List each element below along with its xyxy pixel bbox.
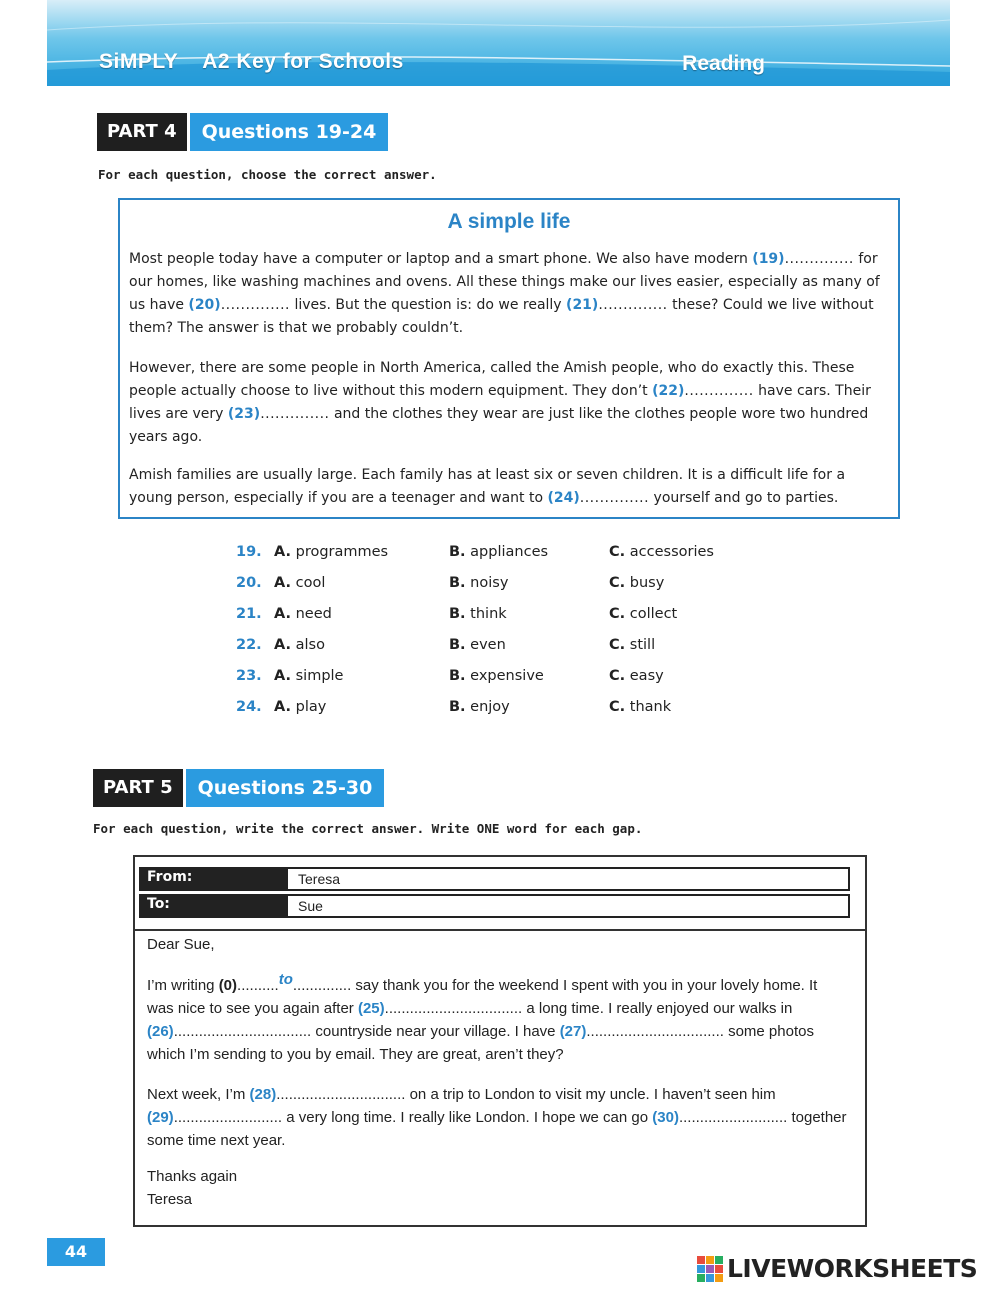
letter: A. bbox=[274, 668, 291, 684]
text: for our homes, like washing machines and ovens. All these things make our lives easier, especially as many of us have bbox=[129, 251, 880, 313]
option-c[interactable] bbox=[609, 637, 655, 653]
reading-title: A simple life bbox=[447, 210, 571, 233]
email-from-row bbox=[139, 867, 850, 891]
text: together some time next year. bbox=[147, 1109, 847, 1149]
gap-24: (24) bbox=[547, 490, 580, 506]
part5-instruction: For each question, write the correct answer. Write ONE word for each gap. bbox=[93, 821, 643, 836]
gap-25: (25) bbox=[357, 1000, 385, 1017]
gap-26: (26) bbox=[147, 1023, 174, 1040]
example-answer: to bbox=[278, 971, 293, 988]
gap-dots[interactable]: .............. bbox=[784, 251, 854, 267]
gap-input-28[interactable]: ............................... bbox=[276, 1086, 406, 1103]
text: have cars. Their lives are very bbox=[129, 383, 871, 422]
letter: C. bbox=[609, 668, 626, 684]
brand-name: SiMPLY bbox=[99, 50, 179, 73]
text: some photos which I’m sending to you by email. They are great, aren’t they? bbox=[147, 1023, 814, 1063]
paragraph-3 bbox=[129, 464, 891, 510]
letter: A. bbox=[274, 606, 291, 622]
option-text: even bbox=[470, 637, 506, 653]
option-c[interactable] bbox=[609, 606, 677, 622]
letter: C. bbox=[609, 575, 626, 591]
gap-dots: .............. bbox=[292, 977, 352, 994]
option-text: busy bbox=[629, 575, 665, 591]
email-box bbox=[133, 855, 867, 1227]
option-b[interactable] bbox=[449, 575, 508, 591]
part5-label: PART 5 bbox=[93, 769, 183, 807]
gap-29: (29) bbox=[147, 1109, 174, 1126]
option-text: easy bbox=[629, 668, 664, 684]
email-signature: Teresa bbox=[147, 1191, 193, 1208]
question-number: 24. bbox=[236, 699, 262, 715]
option-text: think bbox=[470, 606, 507, 622]
gap-19: (19) bbox=[752, 251, 785, 267]
text: lives. But the question is: do we really bbox=[290, 297, 567, 313]
part4-instruction: For each question, choose the correct answer. bbox=[98, 167, 437, 182]
option-text: noisy bbox=[470, 575, 509, 591]
part4-label: PART 4 bbox=[97, 113, 187, 151]
option-text: expensive bbox=[470, 668, 544, 684]
option-a[interactable] bbox=[274, 575, 325, 591]
option-text: need bbox=[295, 606, 332, 622]
email-paragraph-1 bbox=[147, 971, 847, 1066]
letter: A. bbox=[274, 637, 291, 653]
paragraph-2 bbox=[129, 357, 891, 449]
option-text: also bbox=[295, 637, 325, 653]
option-b[interactable] bbox=[449, 637, 506, 653]
question-number: 19. bbox=[236, 544, 262, 560]
letter: A. bbox=[274, 699, 291, 715]
letter: C. bbox=[609, 699, 626, 715]
option-text: programmes bbox=[295, 544, 389, 560]
liveworksheets-watermark bbox=[697, 1254, 977, 1283]
part5-badge bbox=[93, 769, 384, 807]
option-b[interactable] bbox=[449, 699, 510, 715]
email-to-row bbox=[139, 894, 850, 918]
text: Next week, I’m bbox=[147, 1086, 250, 1103]
letter: A. bbox=[274, 544, 291, 560]
gap-0: (0) bbox=[218, 977, 238, 994]
option-text: still bbox=[629, 637, 656, 653]
letter: B. bbox=[449, 544, 466, 560]
text: Amish families are usually large. Each family has at least six or seven children. It is a difficult life for a young person, especially if you are a teenager and want to bbox=[129, 467, 846, 506]
option-text: thank bbox=[629, 699, 672, 715]
liveworksheets-logo-icon bbox=[697, 1256, 723, 1282]
email-closing: Thanks again bbox=[147, 1168, 238, 1185]
gap-dots: .......... bbox=[237, 977, 279, 994]
option-b[interactable] bbox=[449, 544, 548, 560]
option-text: collect bbox=[629, 606, 678, 622]
letter: B. bbox=[449, 668, 466, 684]
section-name: Reading bbox=[682, 52, 765, 75]
gap-input-30[interactable]: .......................... bbox=[678, 1109, 788, 1126]
gap-27: (27) bbox=[559, 1023, 587, 1040]
text: countryside near your village. I have bbox=[311, 1023, 560, 1040]
letter: C. bbox=[609, 606, 626, 622]
book-brand bbox=[99, 50, 404, 74]
gap-30: (30) bbox=[652, 1109, 679, 1126]
gap-dots[interactable]: .............. bbox=[684, 383, 754, 399]
text: However, there are some people in North America, called the Amish people, who do exactly this. These people actually choose to live without this modern equipment. They don’t bbox=[129, 360, 855, 399]
text: on a trip to London to visit my uncle. I haven’t seen him bbox=[405, 1086, 776, 1103]
option-a[interactable] bbox=[274, 637, 325, 653]
email-paragraph-2 bbox=[147, 1083, 847, 1152]
option-a[interactable] bbox=[274, 544, 388, 560]
text: say thank you for the weekend I spent with you in your lovely home. It was nice to see you again after bbox=[147, 977, 818, 1017]
option-text: simple bbox=[295, 668, 344, 684]
gap-input-29[interactable]: .......................... bbox=[173, 1109, 283, 1126]
option-text: appliances bbox=[470, 544, 549, 560]
to-field: Sue bbox=[287, 895, 849, 917]
question-number: 23. bbox=[236, 668, 262, 684]
option-c[interactable] bbox=[609, 699, 671, 715]
part4-questions-label: Questions 19-24 bbox=[190, 113, 389, 151]
page-number: 44 bbox=[47, 1238, 105, 1266]
text: yourself and go to parties. bbox=[649, 490, 839, 506]
gap-21: (21) bbox=[566, 297, 599, 313]
text: and the clothes they wear are just like the clothes people wore two hundred years ago. bbox=[129, 406, 869, 445]
option-a[interactable] bbox=[274, 606, 332, 622]
text: a long time. I really enjoyed our walks in bbox=[522, 1000, 793, 1017]
gap-dots[interactable]: .............. bbox=[598, 297, 668, 313]
option-c[interactable] bbox=[609, 575, 664, 591]
from-field: Teresa bbox=[287, 868, 849, 890]
option-text: accessories bbox=[629, 544, 714, 560]
text: Most people today have a computer or laptop and a smart phone. We also have modern bbox=[129, 251, 753, 267]
gap-23: (23) bbox=[227, 406, 261, 422]
option-text: enjoy bbox=[470, 699, 510, 715]
gap-input-27[interactable]: ................................. bbox=[586, 1023, 724, 1040]
letter: A. bbox=[274, 575, 291, 591]
letter: B. bbox=[449, 606, 466, 622]
option-a[interactable] bbox=[274, 699, 326, 715]
paragraph-1 bbox=[129, 248, 891, 340]
gap-28: (28) bbox=[249, 1086, 277, 1103]
text: these? Could we live without them? The answer is that we probably couldn’t. bbox=[129, 297, 874, 336]
gap-input-25[interactable]: ................................. bbox=[384, 1000, 523, 1017]
part4-badge bbox=[97, 113, 388, 151]
gap-20: (20) bbox=[188, 297, 221, 313]
email-divider bbox=[135, 929, 865, 931]
letter: C. bbox=[609, 544, 626, 560]
email-greeting: Dear Sue, bbox=[147, 936, 215, 953]
question-number: 21. bbox=[236, 606, 262, 622]
option-c[interactable] bbox=[609, 668, 664, 684]
gap-22: (22) bbox=[652, 383, 685, 399]
option-text: play bbox=[295, 699, 327, 715]
part5-questions-label: Questions 25-30 bbox=[186, 769, 385, 807]
gap-dots[interactable]: .............. bbox=[260, 406, 330, 422]
letter: B. bbox=[449, 637, 466, 653]
gap-dots[interactable]: .............. bbox=[220, 297, 291, 313]
text: a very long time. I really like London. I hope we can go bbox=[282, 1109, 653, 1126]
option-c[interactable] bbox=[609, 544, 714, 560]
letter: B. bbox=[449, 575, 466, 591]
watermark-text: LIVEWORKSHEETS bbox=[727, 1254, 978, 1283]
gap-input-26[interactable]: ................................. bbox=[173, 1023, 312, 1040]
letter: B. bbox=[449, 699, 466, 715]
to-label: To: bbox=[147, 896, 170, 912]
letter: C. bbox=[609, 637, 626, 653]
book-title: A2 Key for Schools bbox=[202, 50, 404, 73]
option-text: cool bbox=[295, 575, 326, 591]
header-banner bbox=[47, 0, 950, 86]
option-b[interactable] bbox=[449, 606, 507, 622]
question-number: 22. bbox=[236, 637, 262, 653]
option-a[interactable] bbox=[274, 668, 343, 684]
option-b[interactable] bbox=[449, 668, 544, 684]
question-number: 20. bbox=[236, 575, 262, 591]
text: I’m writing bbox=[147, 977, 219, 994]
gap-dots[interactable]: .............. bbox=[579, 490, 650, 506]
from-label: From: bbox=[147, 869, 193, 885]
reading-text-box bbox=[118, 198, 900, 519]
